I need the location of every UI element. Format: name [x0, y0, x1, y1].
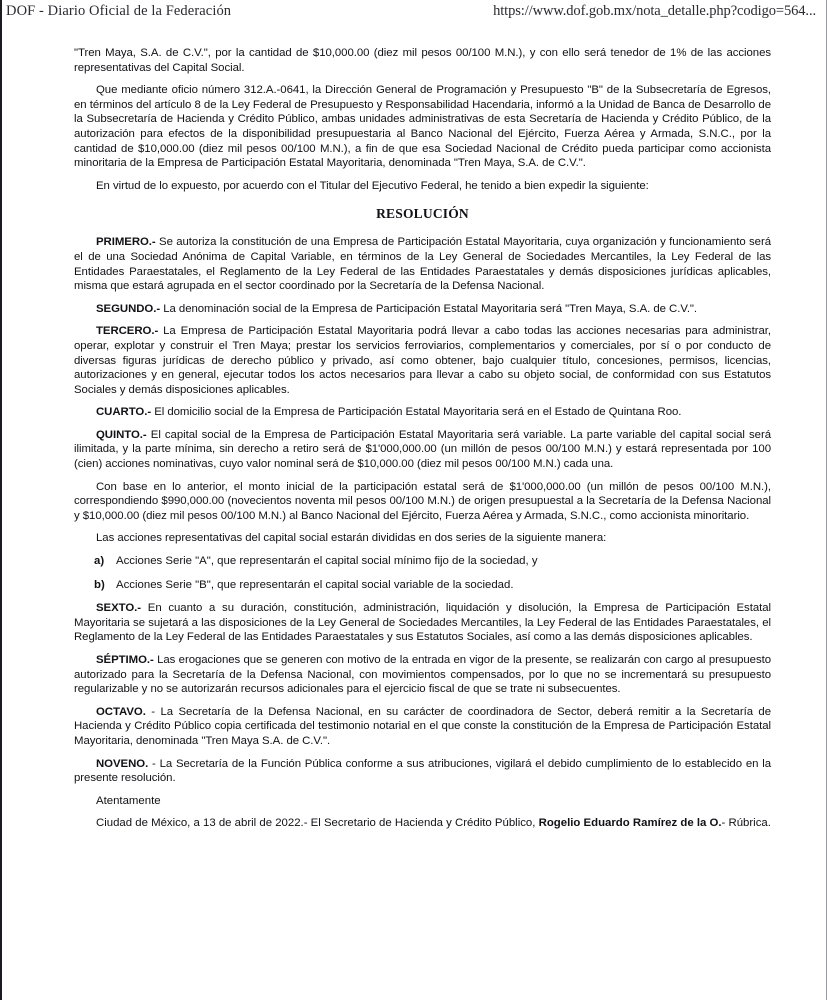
- series-list: [74, 554, 771, 592]
- article-tercero: [74, 324, 771, 397]
- article-septimo: [74, 653, 771, 697]
- article-text-septimo: Las erogaciones que se generen con motivo de la entrada en vigor de la presente, se realizarán con cargo al presupuesto autorizado para la Secretaría de la Defensa Nacional, con movimientos compensados, por lo que no se incrementará su presupuesto regularizable y no se autorizarán recursos adicionales para el ejercicio fiscal de que se trate ni subsecuentes.: [74, 654, 771, 696]
- article-text-cuarto: El domicilio social de la Empresa de Participación Estatal Mayoritaria será en el Estado de Quintana Roo.: [151, 406, 682, 419]
- print-header: [2, 0, 826, 24]
- article-label-quinto: QUINTO.-: [96, 428, 147, 441]
- list-item: [74, 578, 771, 593]
- paragraph-intro-2: En virtud de lo expuesto, por acuerdo con el Titular del Ejecutivo Federal, he tenido a bien expedir la siguiente:: [96, 179, 649, 192]
- document-body: [2, 24, 826, 831]
- article-text-sexto: En cuanto a su duración, constitución, administración, liquidación y disolución, la Empresa de Participación Estatal Mayoritaria se sujetará a las disposiciones de la Ley General de Sociedades Mercantiles, la Ley Federal de las Entidades Paraestatales, el Reglamento de la Ley Federal de las Entidades Paraestatales y sus Estatutos Sociales, así como a las demás disposiciones aplicables.: [74, 602, 771, 644]
- article-label-primero: PRIMERO.-: [96, 236, 156, 249]
- article-primero: [74, 235, 771, 293]
- article-text-quinto: El capital social de la Empresa de Participación Estatal Mayoritaria será variable. La parte variable del capital social será ilimitada, y la parte mínima, sin derecho a retiro será de $1'000,000.00 (un millón de pesos 00/100 M.N.) y estará representada por 100 (cien) acciones nominativas, cuyo valor nominal será de $10,000.00 (diez mil pesos 00/100 M.N.) cada una.: [74, 428, 771, 471]
- print-header-url: https://www.dof.gob.mx/nota_detalle.php?codigo=564...: [493, 3, 816, 19]
- article-sexto: [74, 601, 771, 645]
- article-label-segundo: SEGUNDO.-: [96, 302, 161, 315]
- list-item-text: Acciones Serie "B", que representarán el capital social variable de la sociedad.: [116, 578, 514, 591]
- list-item-marker: b): [94, 578, 105, 591]
- article-segundo: [74, 302, 771, 317]
- article-text-segundo: La denominación social de la Empresa de Participación Estatal Mayoritaria será "Tren Maya, S.A. de C.V.".: [160, 302, 698, 315]
- article-label-octavo: OCTAVO.: [96, 705, 146, 718]
- article-noveno: [74, 757, 771, 786]
- article-quinto: [74, 428, 771, 472]
- article-text-octavo: - La Secretaría de la Defensa Nacional, en su carácter de coordinadora de Sector, deberá remitir a la Secretaría de Hacienda y Crédito Público copia certificada del testimonio notarial en el que conste la constitución de la Empresa de Participación Estatal Mayoritaria, denominada "Tren Maya S.A. de C.V.".: [74, 705, 771, 747]
- article-label-tercero: TERCERO.-: [96, 325, 159, 338]
- paragraph-intro-0: "Tren Maya, S.A. de C.V.", por la cantidad de $10,000.00 (diez mil pesos 00/100 M.N.), y con ello será tenedor de 1% de las acciones representativas del Capital Social.: [74, 47, 771, 74]
- signature-name: Rogelio Eduardo Ramírez de la O.: [538, 817, 722, 830]
- article-octavo: [74, 705, 771, 749]
- paragraph-intro-1: Que mediante oficio número 312.A.-0641, la Dirección General de Programación y Presupuesto "B" de la Subsecretaría de Egresos, en términos del artículo 8 de la Ley Federal de Presupuesto y Responsabilidad Hacendaria, informó a la Unidad de Banca de Desarrollo de la Subsecretaría de Hacienda y Crédito Público, ambas unidades administrativas de esta Secretaría de Hacienda y Crédito Público, de la autorización para efectos de la disponibilidad presupuestaria al Banco Nacional del Ejército, Fuerza Aérea y Armada, S.N.C., por la cantidad de $10,000.00 (diez mil pesos 00/100 M.N.), a fin de que esa Sociedad Nacional de Crédito pueda participar como accionista minoritaria de la Empresa de Participación Estatal Mayoritaria, denominada "Tren Maya, S.A. de C.V.".: [74, 84, 771, 170]
- paragraph-series-intro: Las acciones representativas del capital social estarán divididas en dos series de la siguiente manera:: [96, 532, 607, 545]
- article-label-septimo: SÉPTIMO.-: [96, 654, 154, 666]
- list-item-marker: a): [94, 555, 105, 568]
- list-item-text: Acciones Serie "A", que representarán el capital social mínimo fijo de la sociedad, y: [116, 555, 538, 568]
- print-header-title: DOF - Diario Oficial de la Federación: [6, 3, 232, 19]
- signature-suffix: - Rúbrica.: [721, 817, 771, 830]
- resolucion-heading: RESOLUCIÓN: [376, 206, 469, 222]
- signature-prefix: Ciudad de México, a 13 de abril de 2022.- El Secretario de Hacienda y Crédito Público,: [96, 817, 539, 830]
- article-text-tercero: La Empresa de Participación Estatal Mayoritaria podrá llevar a cabo todas las acciones necesarias para administrar, operar, explotar y construir el Tren Maya; prestar los servicios ferroviarios, complementarios y comerciales, por sí o por conducto de diversas figuras jurídicas de derecho público y privado, así como obtener, bajo cualquier título, concesiones, permisos, licencias, autorizaciones y en general, ejecutar todos los actos necesarios para llevar a cabo su objeto social, de conformidad con sus Estatutos Sociales y demás disposiciones aplicables.: [74, 325, 771, 396]
- article-cuarto: [74, 405, 771, 420]
- article-text-noveno: - La Secretaría de la Función Pública conforme a sus atribuciones, vigilará el debido cumplimiento de lo establecido en la presente resolución.: [74, 757, 771, 785]
- paragraph-capital: Con base en lo anterior, el monto inicial de la participación estatal será de $1'000,000.00 (un millón de pesos 00/100 M.N.), correspondiendo $990,000.00 (novecientos noventa mil pesos 00/100 M.N.) de origen presupuestal a la Secretaría de la Defensa Nacional y $10,000.00 (diez mil pesos 00/100 M.N.) al Banco Nacional del Ejército, Fuerza Aérea y Armada, S.N.C., como accionista minoritario.: [74, 480, 771, 522]
- article-label-sexto: SEXTO.-: [96, 602, 142, 615]
- list-item: [74, 554, 771, 569]
- article-label-cuarto: CUARTO.-: [96, 406, 152, 419]
- closing-salutation: Atentamente: [96, 794, 161, 807]
- article-label-noveno: NOVENO.: [96, 757, 149, 770]
- signature-line: [74, 816, 771, 831]
- article-text-primero: Se autoriza la constitución de una Empresa de Participación Estatal Mayoritaria, cuya organización y funcionamiento será el de una Sociedad Anónima de Capital Variable, en términos de la Ley General de Sociedades Mercantiles, la Ley Federal de las Entidades Paraestatales, el Reglamento de la Ley Federal de las Entidades Paraestatales y demás disposiciones jurídicas aplicables, misma que estará agrupada en el sector coordinado por la Secretaría de la Defensa Nacional.: [74, 236, 771, 293]
